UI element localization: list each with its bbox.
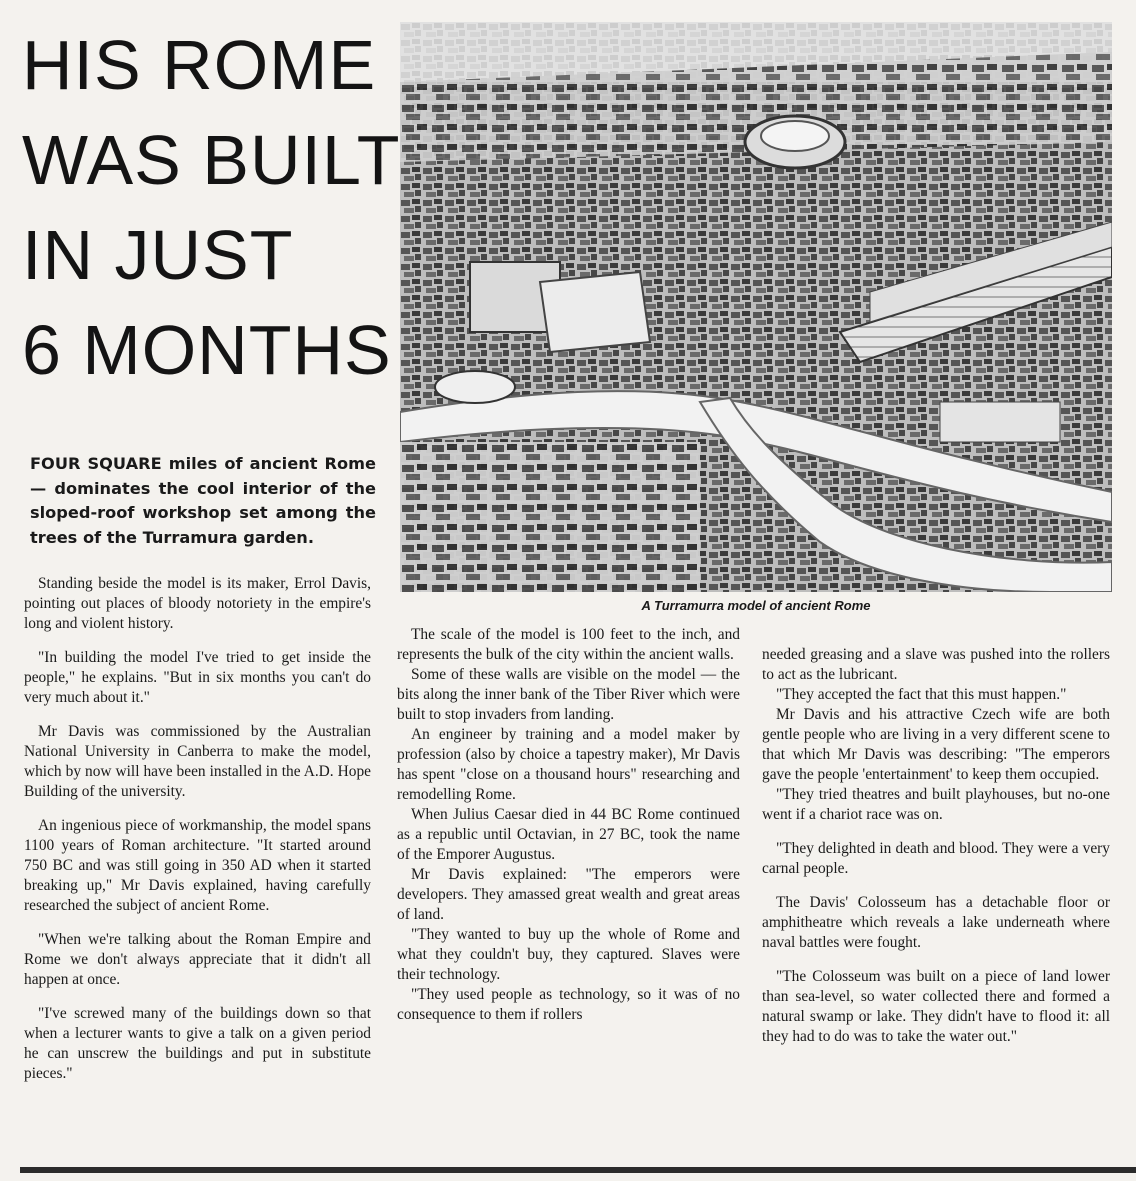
paragraph: The scale of the model is 100 feet to the inch, and represents the bulk of the city within the ancient walls. (397, 626, 740, 663)
paragraph: "They tried theatres and built playhouses, but no-one went if a chariot race was on. (762, 786, 1110, 823)
paragraph: Mr Davis and his attractive Czech wife are both gentle people who are living in a very different scene to that which Mr Davis was describing: "The emperors gave the people 'entertainment' to keep them occupied. (762, 706, 1110, 783)
paragraph: Standing beside the model is its maker, Errol Davis, pointing out places of bloody notoriety in the empire's long and violent history. (24, 575, 371, 632)
photo-caption: A Turramurra model of ancient Rome (641, 598, 871, 613)
paragraph: Mr Davis was commissioned by the Australian National University in Canberra to make the model, which by now will have been installed in the A.D. Hope Building of the university. (24, 723, 371, 800)
article-column-1 (24, 574, 371, 1084)
paragraph: An engineer by training and a model maker by profession (also by choice a tapestry maker), Mr Davis has spent "close on a thousand hours" researching and remodelling Rome. (397, 726, 740, 803)
paragraph: Mr Davis explained: "The emperors were developers. They amassed great wealth and great areas of land. (397, 866, 740, 923)
paragraph: "They accepted the fact that this must happen." (776, 686, 1067, 703)
paragraph: When Julius Caesar died in 44 BC Rome continued as a republic until Octavian, in 27 BC, took the name of the Emporer Augustus. (397, 806, 740, 863)
paragraph: "In building the model I've tried to get inside the people," he explains. "But in six months you can't do very much about it." (24, 649, 371, 706)
paragraph: "When we're talking about the Roman Empire and Rome we don't always appreciate that it didn't all happen at once. (24, 931, 371, 988)
photo-rome-model (400, 22, 1112, 592)
headline-line: 6 MONTHS (22, 311, 392, 389)
paragraph: "The Colosseum was built on a piece of land lower than sea-level, so water collected there and formed a natural swamp or lake. They didn't have to flood it: all they had to do was to take the water out." (762, 968, 1110, 1045)
article-column-2 (397, 625, 740, 1025)
paragraph: "I've screwed many of the buildings down so that when a lecturer wants to give a talk on a given period he can unscrew the buildings and put in substitute pieces." (24, 1005, 371, 1082)
headline (22, 18, 402, 398)
rome-model-illustration (400, 22, 1112, 592)
paragraph: "They wanted to buy up the whole of Rome and what they couldn't buy, they captured. Slaves were their technology. (397, 926, 740, 983)
article-column-3 (762, 645, 1110, 1047)
paragraph: needed greasing and a slave was pushed into the rollers to act as the lubricant. (762, 646, 1110, 683)
headline-line: HIS ROME (22, 26, 377, 104)
headline-line: WAS BUILT (22, 121, 401, 199)
paragraph: "They delighted in death and blood. They were a very carnal people. (762, 840, 1110, 877)
paragraph: "They used people as technology, so it was of no consequence to them if rollers (397, 986, 740, 1023)
paragraph: Some of these walls are visible on the model — the bits along the inner bank of the Tiber River which were built to stop invaders from landing. (397, 666, 740, 723)
lead-paragraph: FOUR SQUARE miles of ancient Rome — dominates the cool interior of the sloped-roof workshop set among the trees of the Turramura garden. (30, 454, 376, 547)
headline-line: IN JUST (22, 216, 294, 294)
bottom-rule (20, 1167, 1136, 1173)
paragraph: The Davis' Colosseum has a detachable floor or amphitheatre which reveals a lake underneath where naval battles were fought. (762, 894, 1110, 951)
paragraph: An ingenious piece of workmanship, the model spans 1100 years of Roman architecture. "It started around 750 BC and was still going in 350 AD when it started breaking up," Mr Davis explained, having carefully researched the subject of ancient Rome. (24, 817, 371, 914)
